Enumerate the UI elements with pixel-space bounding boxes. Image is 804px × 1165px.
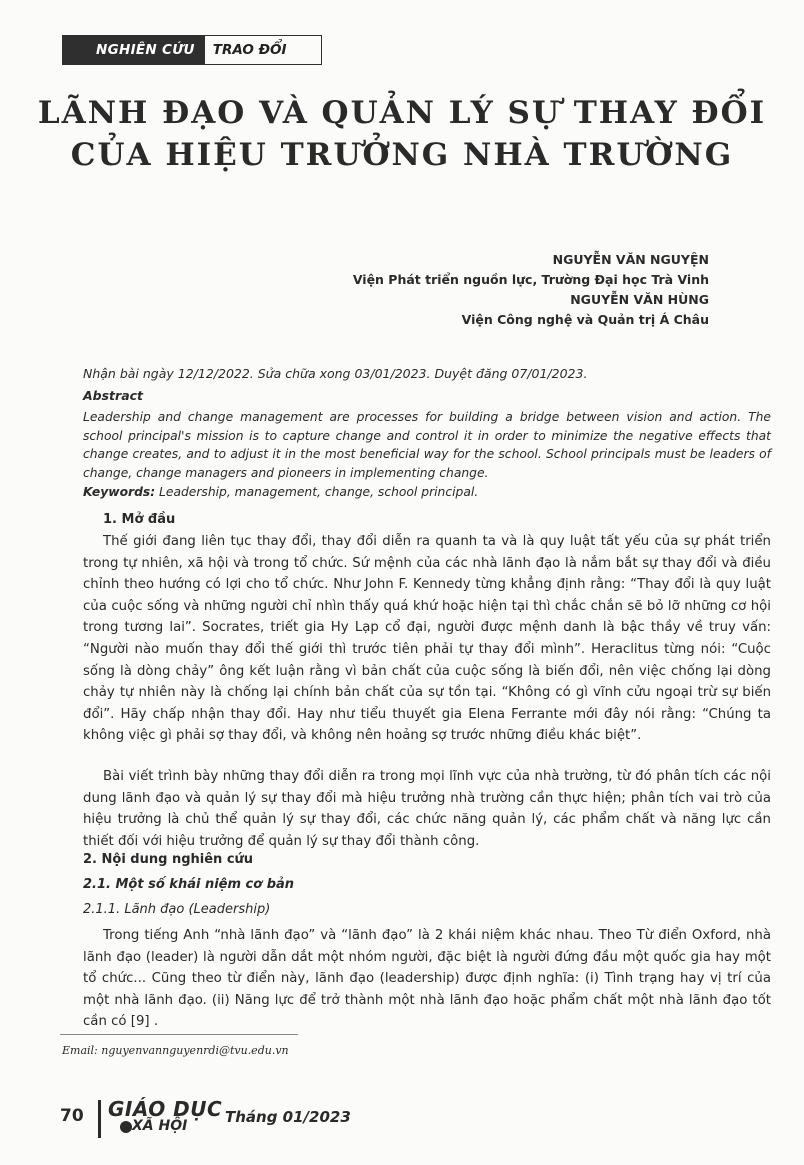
- keywords-label: Keywords:: [83, 485, 156, 499]
- author-affiliation: Viện Phát triển nguồn lực, Trường Đại học Trà Vinh: [352, 272, 709, 287]
- keywords-text: Leadership, management, change, school principal.: [159, 485, 479, 499]
- subsubsection-heading-leadership: 2.1.1. Lãnh đạo (Leadership): [83, 902, 271, 917]
- journal-logo-icon: [120, 1121, 132, 1133]
- issue-date: Tháng 01/2023: [225, 1108, 351, 1126]
- article-title-line-2: CỦA HIỆU TRƯỞNG NHÀ TRƯỜNG: [70, 137, 734, 173]
- section-heading-content: 2. Nội dung nghiên cứu: [83, 852, 254, 867]
- section-heading-intro: 1. Mở đầu: [103, 512, 176, 527]
- journal-logo-title: GIÁO DỤC: [108, 1097, 223, 1121]
- subsection-label: TRAO ĐỔI: [205, 35, 322, 65]
- footer-divider: [98, 1100, 101, 1138]
- keywords: [83, 485, 771, 499]
- author-affiliation: Viện Công nghệ và Quản trị Á Châu: [461, 312, 709, 327]
- page-number: 70: [60, 1106, 84, 1126]
- subsection-heading-concepts: 2.1. Một số khái niệm cơ bản: [83, 877, 295, 892]
- author-name: NGUYỄN VĂN HÙNG: [570, 292, 709, 307]
- author-name: NGUYỄN VĂN NGUYỆN: [552, 252, 709, 267]
- intro-paragraph-1: Thế giới đang liên tục thay đổi, thay đổi diễn ra quanh ta và là quy luật tất yếu của sự phát triển trong tự nhiên, xã hội và trong tổ chức. Sứ mệnh của các nhà lãnh đạo là nắm bắt sự thay đổi và điều chỉnh theo hướng có lợi cho tổ chức. Như John F. Kennedy từng khẳng định rằng: “Thay đổi là quy luật của cuộc sống và những người chỉ nhìn thấy quá khứ hoặc hiện tại thì chắc chắn sẽ bỏ lỡ những cơ hội trong tương lai”. Socrates, triết gia Hy Lạp cổ đại, người được mệnh danh là bậc thầy về truy vấn: “Người nào muốn thay đổi thế giới thì trước tiên phải tự thay đổi mình”. Heraclitus từng nói: “Cuộc sống là dòng chảy” ông kết luận rằng vì bản chất của cuộc sống là biến đổi, nên việc chống lại dòng chảy tự nhiên này là chống lại chính bản chất của sự tồn tại. “Không có gì vĩnh cửu ngoại trừ sự biến đổi”. Hãy chấp nhận thay đổi. Hay như tiểu thuyết gia Elena Ferrante mới đây nói rằng: “Chúng ta không việc gì phải sợ thay đổi, và không nên hoảng sợ trước những điều khác biệt”.: [83, 534, 771, 744]
- author-block: [353, 250, 709, 330]
- journal-logo-subtitle: XÃ HỘI: [132, 1118, 188, 1134]
- section-label: NGHIÊN CỨU: [62, 35, 205, 65]
- section-tag: [62, 35, 322, 65]
- footnote-divider: [60, 1034, 298, 1035]
- author-email: Email: nguyenvannguyenrdi@tvu.edu.vn: [62, 1044, 289, 1057]
- abstract-text: Leadership and change management are processes for building a bridge between vision and action. The school principal's mission is to capture change and control it in order to minimize the negative effects that change creates, and to adjust it in the most beneficial way for the school. School principals must be leaders of change, change managers and pioneers in implementing change.: [83, 410, 771, 480]
- submission-dates: Nhận bài ngày 12/12/2022. Sửa chữa xong 03/01/2023. Duyệt đăng 07/01/2023.: [83, 366, 588, 381]
- leadership-paragraph: Trong tiếng Anh “nhà lãnh đạo” và “lãnh đạo” là 2 khái niệm khác nhau. Theo Từ điển Oxford, nhà lãnh đạo (leader) là người dẫn dắt một nhóm người, đặc biệt là người đứng đầu một quốc gia hay một tổ chức... Cũng theo từ điển này, lãnh đạo (leadership) được định nghĩa: (i) Tình trạng hay vị trí của một nhà lãnh đạo. (ii) Năng lực để trở thành một nhà lãnh đạo hoặc phẩm chất một nhà lãnh đạo tốt cần có [9] .: [83, 928, 771, 1030]
- article-title-line-1: LÃNH ĐẠO VÀ QUẢN LÝ SỰ THAY ĐỔI: [37, 95, 767, 131]
- intro-paragraph-2: Bài viết trình bày những thay đổi diễn ra trong mọi lĩnh vực của nhà trường, từ đó phân tích các nội dung lãnh đạo và quản lý sự thay đổi mà hiệu trưởng nhà trường cần thực hiện; phân tích vai trò của hiệu trưởng là chủ thể quản lý sự thay đổi, các chức năng quản lý, các phẩm chất và năng lực cần thiết đối với hiệu trưởng để quản lý sự thay đổi thành công.: [83, 769, 771, 849]
- abstract-heading: Abstract: [83, 388, 144, 403]
